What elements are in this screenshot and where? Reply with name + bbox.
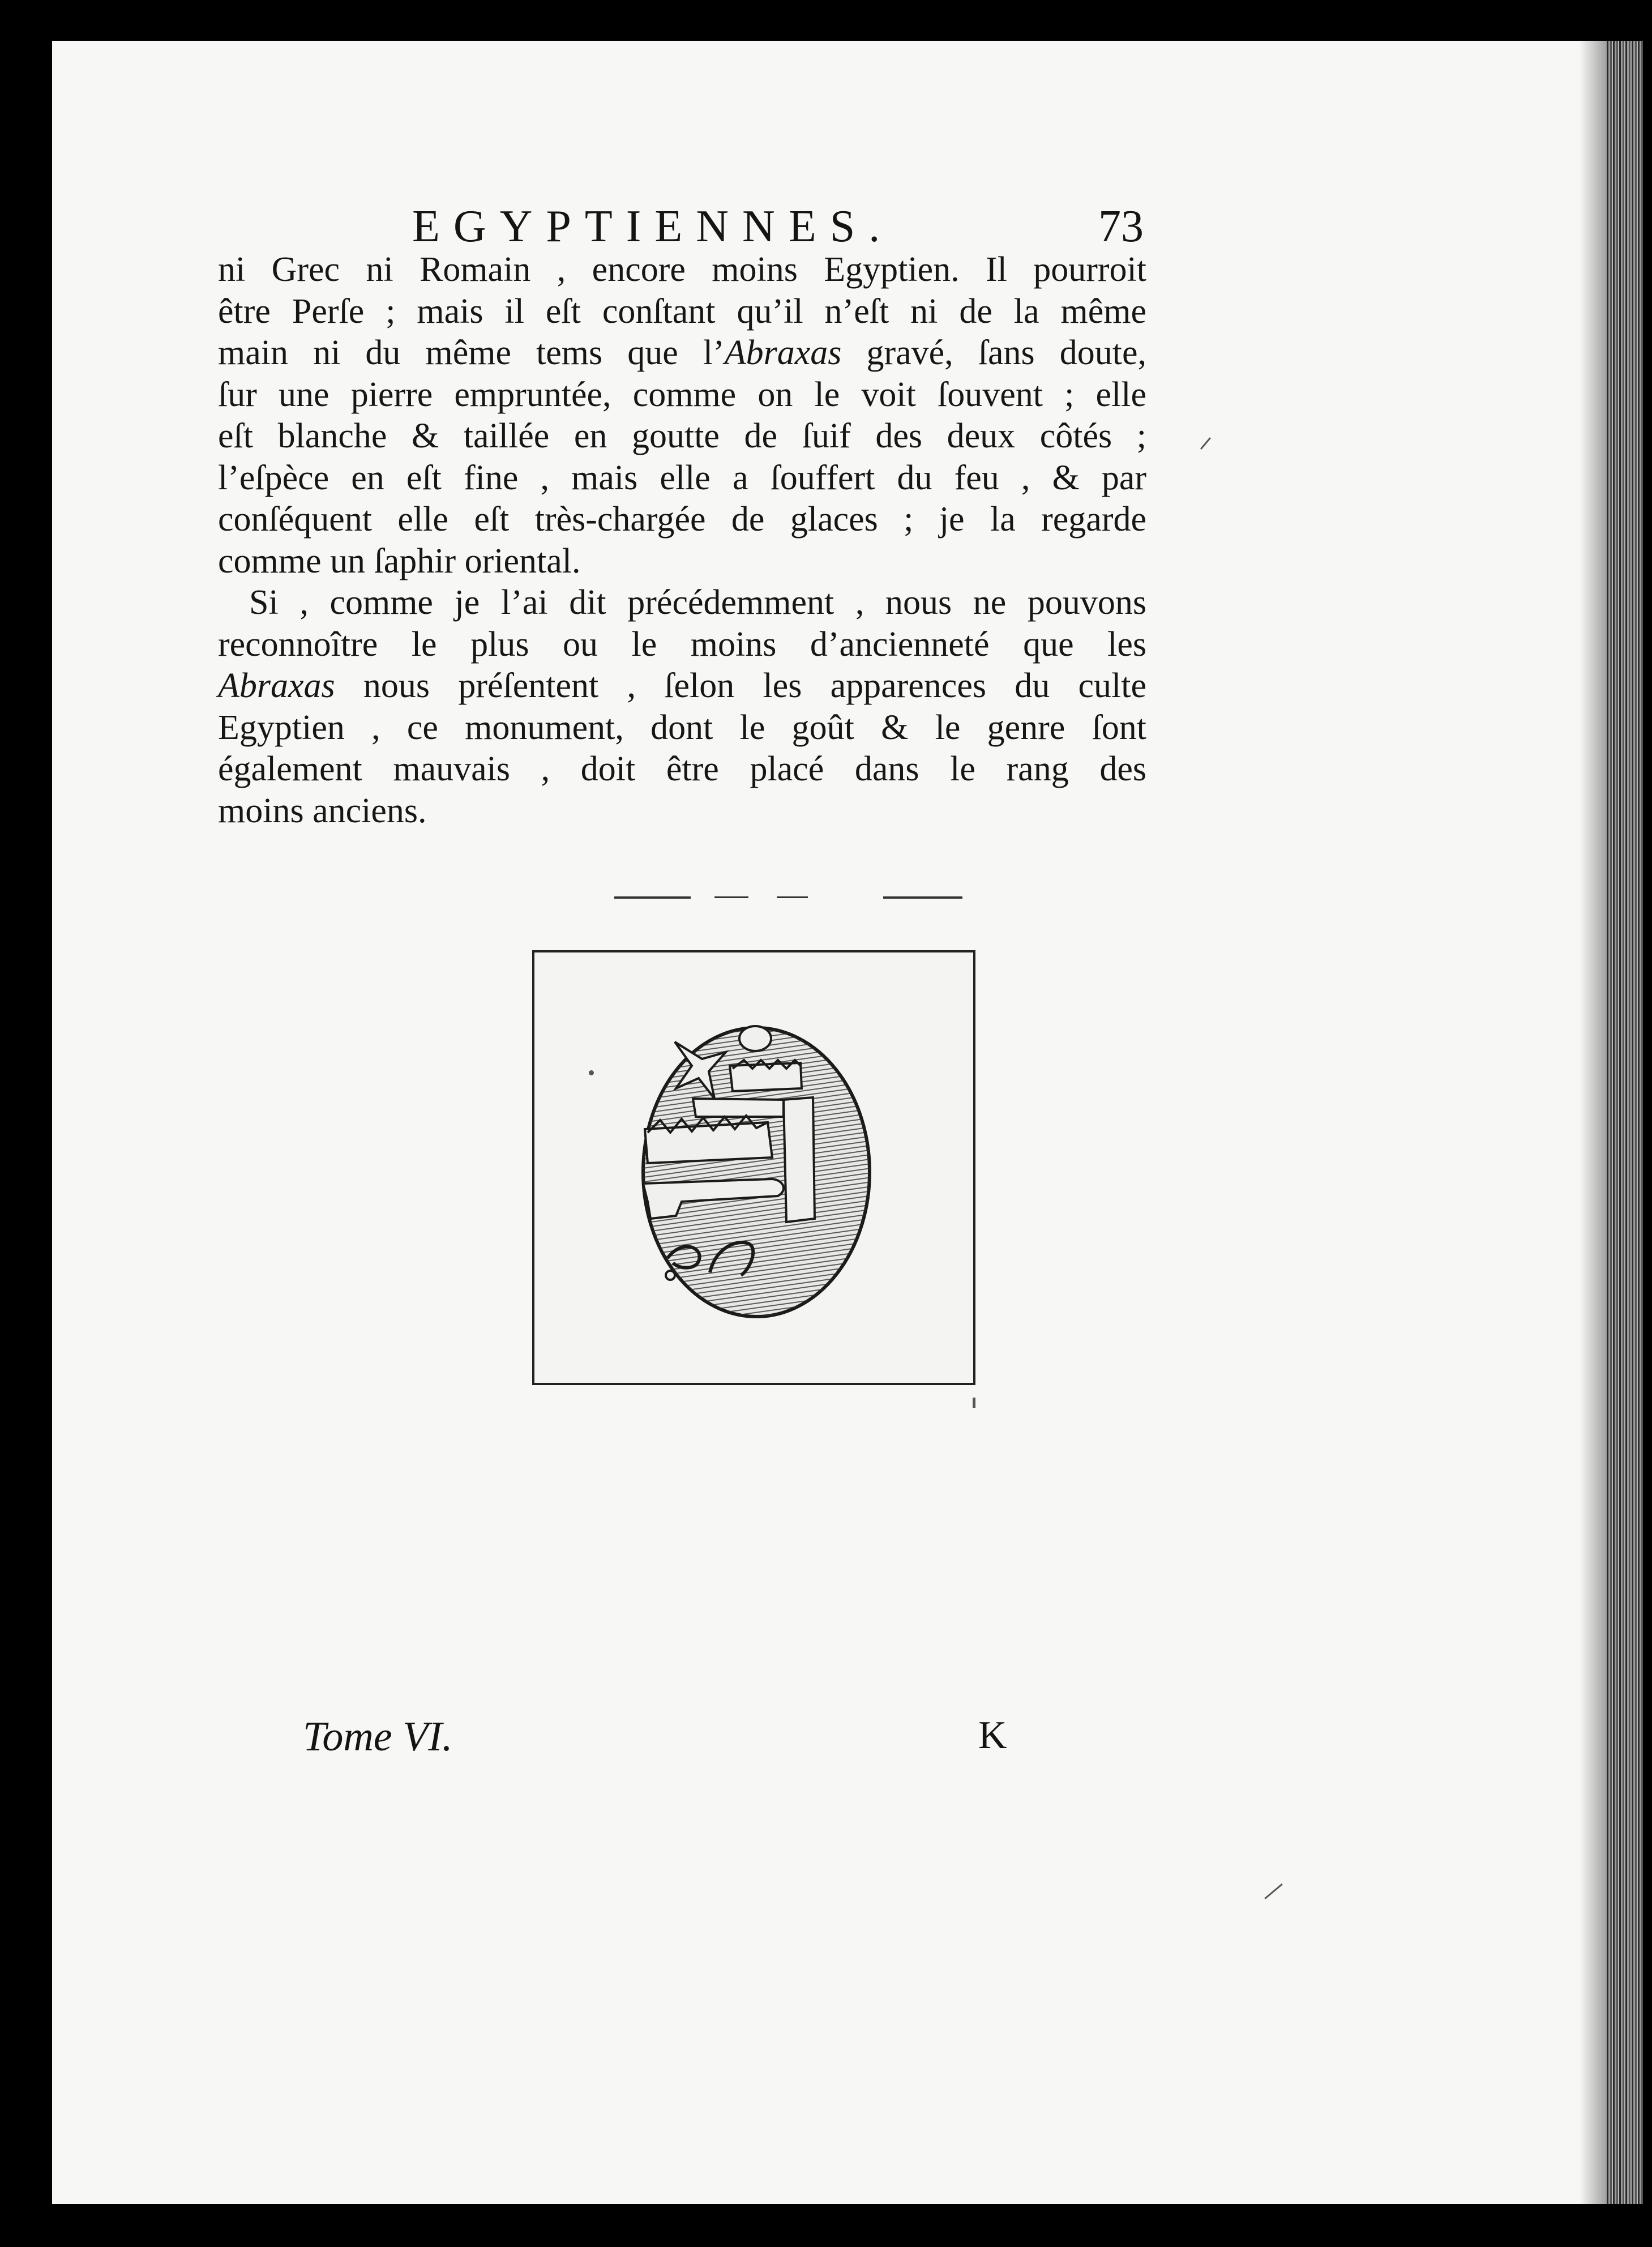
text-line: conſéquent elle eſt très-chargée de glaces ; je la regarde: [218, 500, 1146, 539]
text-line: Si , comme je l’ai dit précédemment , nous ne pouvons: [249, 583, 1146, 622]
text-line: ni Grec ni Romain , encore moins Egyptien. Il pourroit: [218, 250, 1146, 289]
separator-rule: [777, 896, 808, 898]
separator-rule: [614, 896, 691, 899]
running-title: EGYPTIENNES.: [412, 202, 894, 251]
gem-engraving-plate: [532, 950, 975, 1385]
body-text: [218, 249, 1146, 832]
text-line: eſt blanche & taillée en goutte de ſuif des deux côtés ;: [218, 417, 1146, 455]
text-line: comme un ſaphir oriental.: [218, 541, 581, 580]
italic-term: Abraxas: [724, 334, 842, 372]
text-line: main ni du même tems que l’Abraxas gravé, ſans doute,: [218, 334, 1146, 372]
page-footer: [0, 1713, 1652, 1775]
text-line: reconnoître le plus ou le moins d’ancienneté que les: [218, 625, 1146, 664]
page-number: 73: [1098, 202, 1144, 251]
page-edges: [1607, 41, 1643, 2204]
italic-term: Abraxas: [218, 667, 335, 705]
text-line: également mauvais , doit être placé dans le rang des: [218, 750, 1146, 788]
volume-label: Tome VI.: [303, 1714, 453, 1760]
signature-mark: K: [978, 1714, 1007, 1757]
text-line: l’eſpèce en eſt fine , mais elle a ſouffert du feu , & par: [218, 458, 1146, 497]
separator-rule: [714, 896, 748, 898]
separator-rule: [883, 896, 962, 899]
text-line: Egyptien , ce monument, dont le goût & le genre ſont: [218, 708, 1146, 747]
paper-blemish: [589, 1070, 594, 1075]
gutter-shadow: [1580, 41, 1607, 2204]
text-line: Abraxas nous préſentent , ſelon les apparences du culte: [218, 667, 1146, 705]
text-line: ſur une pierre empruntée, comme on le voit ſouvent ; elle: [218, 375, 1146, 414]
text-line: être Perſe ; mais il eſt conſtant qu’il n’eſt ni de la même: [218, 292, 1146, 331]
paper-blemish: [973, 1398, 975, 1408]
text-line: moins anciens.: [218, 791, 427, 830]
engraved-gem-illustration: [534, 952, 973, 1383]
